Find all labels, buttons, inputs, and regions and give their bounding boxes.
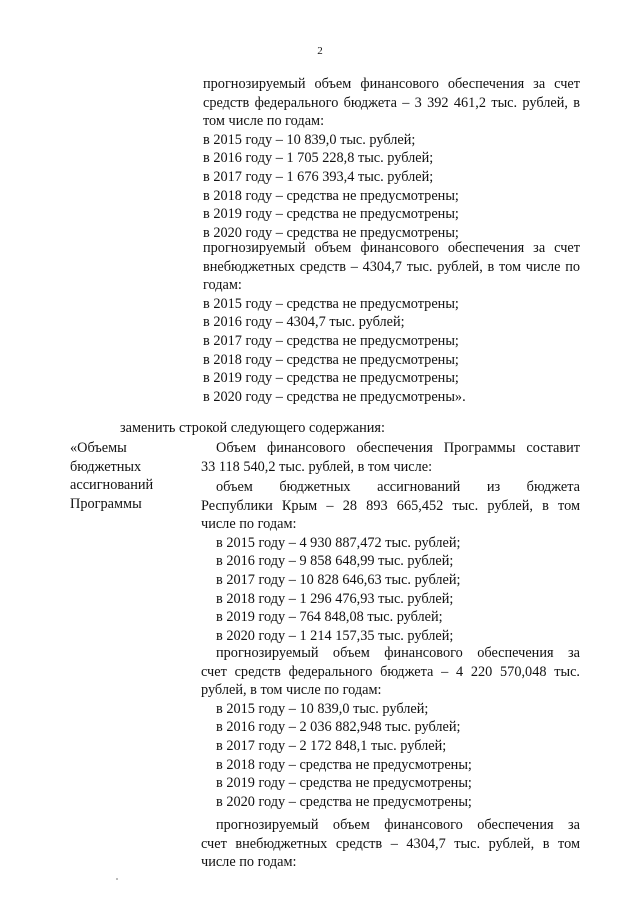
total-volume-paragraph xyxy=(201,439,580,476)
label-line: «Объемы xyxy=(70,440,127,456)
year-line: в 2018 году – 1 296 476,93 тыс. рублей; xyxy=(216,590,454,607)
federal-budget-paragraph xyxy=(203,75,580,242)
label-line: ассигнований xyxy=(70,477,154,494)
text-line: годам: xyxy=(203,277,242,294)
text-line: числе по годам: xyxy=(201,516,297,533)
label-line: Программы xyxy=(70,495,142,512)
crimea-budget-paragraph xyxy=(201,478,580,645)
year-line: в 2016 году – 1 705 228,8 тыс. рублей; xyxy=(203,150,434,167)
year-line: в 2019 году – средства не предусмотрены; xyxy=(203,206,459,223)
text-line: объем бюджетных ассигнований из бюджета xyxy=(216,479,580,495)
new-federal-budget-paragraph xyxy=(201,644,580,811)
text-line: заменить строкой следующего содержания: xyxy=(120,420,385,436)
year-line: в 2016 году – 4304,7 тыс. рублей; xyxy=(203,314,405,331)
page-number: 2 xyxy=(317,45,323,57)
year-line: в 2020 году – 1 214 157,35 тыс. рублей; xyxy=(216,627,454,644)
text-line: том числе по годам: xyxy=(203,113,325,130)
text-line: прогнозируемый объем финансового обеспечения за xyxy=(216,645,580,661)
text-line: внебюджетных средств – 4304,7 тыс. рублей, в том числе по xyxy=(203,258,580,275)
year-line: в 2015 году – 4 930 887,472 тыс. рублей; xyxy=(216,534,461,551)
text-line: счет средств федерального бюджета – 4 220 570,048 тыс. xyxy=(201,663,580,680)
scan-speck xyxy=(116,878,118,880)
year-line: в 2015 году – средства не предусмотрены; xyxy=(203,295,459,312)
text-line: прогнозируемый объем финансового обеспечения за xyxy=(216,817,580,833)
text-line: Республики Крым – 28 893 665,452 тыс. рублей, в том xyxy=(201,497,580,514)
year-line: в 2017 году – 2 172 848,1 тыс. рублей; xyxy=(216,737,447,754)
replace-instruction xyxy=(120,419,520,438)
text-line: прогнозируемый объем финансового обеспечения за счет xyxy=(203,76,580,92)
extrabudgetary-paragraph xyxy=(203,239,580,406)
text-line: средств федерального бюджета – 3 392 461,2 тыс. рублей, в xyxy=(203,94,580,111)
text-line: числе по годам: xyxy=(201,854,297,871)
year-line: в 2020 году – средства не предусмотрены; xyxy=(216,793,472,810)
text-line: прогнозируемый объем финансового обеспечения за счет xyxy=(203,240,580,256)
row-label xyxy=(70,439,195,513)
text-line: Объем финансового обеспечения Программы составит xyxy=(216,440,580,456)
year-line: в 2020 году – средства не предусмотрены; xyxy=(203,224,459,241)
text-line: рублей, в том числе по годам: xyxy=(201,682,382,699)
year-line: в 2017 году – средства не предусмотрены; xyxy=(203,332,459,349)
year-line: в 2018 году – средства не предусмотрены; xyxy=(203,351,459,368)
text-line: 33 118 540,2 тыс. рублей, в том числе: xyxy=(201,458,433,475)
label-line: бюджетных xyxy=(70,458,142,475)
year-line: в 2019 году – средства не предусмотрены; xyxy=(203,370,459,387)
year-line: в 2019 году – средства не предусмотрены; xyxy=(216,775,472,792)
new-extrabudgetary-paragraph xyxy=(201,816,580,872)
year-line: в 2016 году – 9 858 648,99 тыс. рублей; xyxy=(216,553,454,570)
year-line: в 2020 году – средства не предусмотрены». xyxy=(203,388,466,405)
year-line: в 2018 году – средства не предусмотрены; xyxy=(216,756,472,773)
year-line: в 2015 году – 10 839,0 тыс. рублей; xyxy=(203,131,416,148)
year-line: в 2015 году – 10 839,0 тыс. рублей; xyxy=(216,700,429,717)
year-line: в 2019 году – 764 848,08 тыс. рублей; xyxy=(216,609,443,626)
year-line: в 2016 году – 2 036 882,948 тыс. рублей; xyxy=(216,719,461,736)
text-line: счет внебюджетных средств – 4304,7 тыс. рублей, в том xyxy=(201,835,580,852)
year-line: в 2017 году – 1 676 393,4 тыс. рублей; xyxy=(203,168,434,185)
year-line: в 2017 году – 10 828 646,63 тыс. рублей; xyxy=(216,571,461,588)
year-line: в 2018 году – средства не предусмотрены; xyxy=(203,187,459,204)
